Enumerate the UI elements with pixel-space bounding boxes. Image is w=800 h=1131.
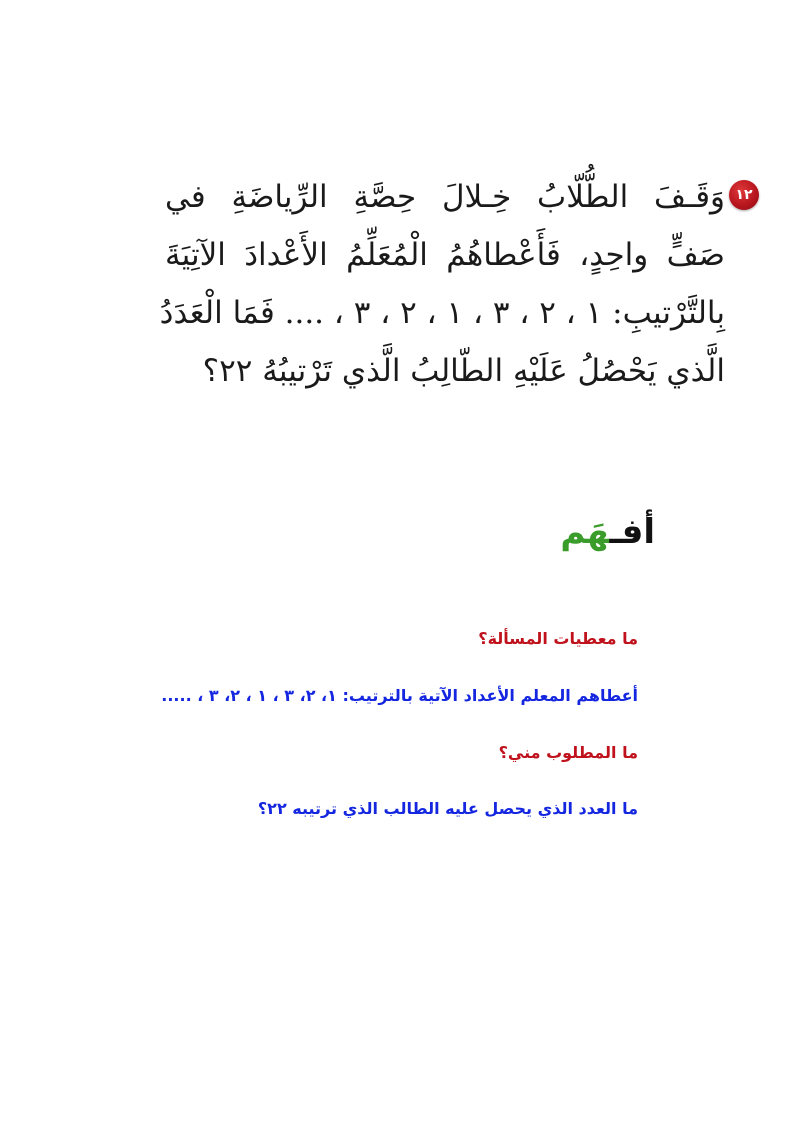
problem-line-1: وَقَـفَ الطُّلّابُ خِـلالَ حِصَّةِ الرِّياضَةِ في [165, 179, 725, 215]
problem-number-badge: ١٢ [729, 180, 759, 210]
answer-givens: أعطاهم المعلم الأعداد الآتية بالترتيب: ١، ٢، ٣ ، ١ ، ٢، ٣ ، ..... [161, 686, 638, 705]
answer-required: ما العدد الذي يحصل عليه الطالب الذي ترتيبه ٢٢؟ [257, 799, 638, 818]
section-title-understand [555, 510, 655, 554]
question-required: ما المطلوب مني؟ [498, 743, 638, 762]
problem-line-4: الَّذي يَحْصُلُ عَلَيْهِ الطّالِبُ الَّذي تَرْتيبُهُ ٢٢؟ [202, 353, 725, 389]
problem-block [159, 168, 753, 400]
section-title-main: أفـ [609, 512, 655, 552]
problem-line-2: صَفٍّ واحِدٍ، فَأَعْطاهُمُ الْمُعَلِّمُ الأَعْدادَ الآتِيَةَ [165, 237, 725, 273]
question-givens: ما معطيات المسألة؟ [478, 629, 638, 648]
problem-line-3: بِالتَّرْتيبِ: ١ ، ٢ ، ٣ ، ١ ، ٢ ، ٣ ، .... فَمَا الْعَدَدُ [159, 295, 725, 331]
section-title-accent: هَم [560, 512, 610, 552]
